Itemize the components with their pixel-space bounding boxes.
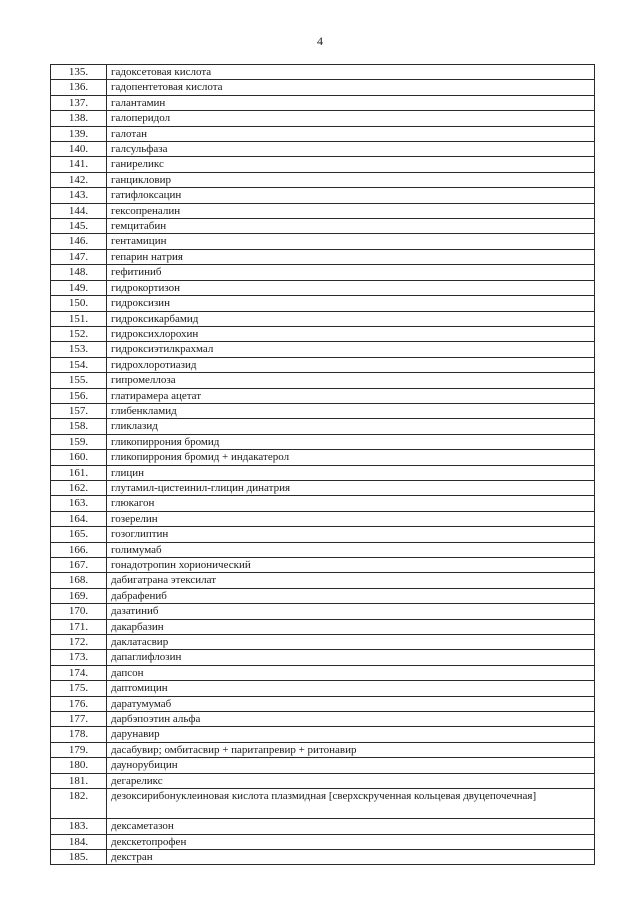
row-number: 184. — [51, 834, 107, 849]
drug-name: дапсон — [107, 665, 595, 680]
row-number: 162. — [51, 480, 107, 495]
table-row — [51, 619, 595, 634]
table-row — [51, 95, 595, 110]
row-number: 138. — [51, 111, 107, 126]
table-row — [51, 450, 595, 465]
table-row — [51, 727, 595, 742]
drug-name: глутамил-цистеинил-глицин динатрия — [107, 480, 595, 495]
row-number: 154. — [51, 357, 107, 372]
table-row — [51, 219, 595, 234]
row-number: 174. — [51, 665, 107, 680]
row-number: 179. — [51, 742, 107, 757]
drug-name: гадопентетовая кислота — [107, 80, 595, 95]
drug-name: дексаметазон — [107, 819, 595, 834]
drug-name: дакарбазин — [107, 619, 595, 634]
drug-name: гатифлоксацин — [107, 188, 595, 203]
row-number: 182. — [51, 789, 107, 819]
drug-name: даклатасвир — [107, 635, 595, 650]
drug-name: даунорубицин — [107, 758, 595, 773]
row-number: 159. — [51, 434, 107, 449]
drug-name: гидроксизин — [107, 296, 595, 311]
drug-name: гентамицин — [107, 234, 595, 249]
row-number: 149. — [51, 280, 107, 295]
table-row — [51, 403, 595, 418]
drug-name: гонадотропин хорионический — [107, 558, 595, 573]
table-row — [51, 203, 595, 218]
table-row — [51, 142, 595, 157]
table-row — [51, 388, 595, 403]
table-row — [51, 480, 595, 495]
table-row — [51, 558, 595, 573]
row-number: 145. — [51, 219, 107, 234]
row-number: 180. — [51, 758, 107, 773]
table-row — [51, 234, 595, 249]
drug-name: дарунавир — [107, 727, 595, 742]
drug-name: гипромеллоза — [107, 373, 595, 388]
table-row — [51, 311, 595, 326]
drug-name: гемцитабин — [107, 219, 595, 234]
row-number: 143. — [51, 188, 107, 203]
table-row — [51, 635, 595, 650]
row-number: 158. — [51, 419, 107, 434]
drug-name: гидроксихлорохин — [107, 326, 595, 341]
table-row — [51, 742, 595, 757]
table-row — [51, 573, 595, 588]
row-number: 161. — [51, 465, 107, 480]
drug-name: дасабувир; омбитасвир + паритапревир + ритонавир — [107, 742, 595, 757]
row-number: 166. — [51, 542, 107, 557]
drug-name: галотан — [107, 126, 595, 141]
table-row — [51, 542, 595, 557]
drug-name: галантамин — [107, 95, 595, 110]
table-row — [51, 758, 595, 773]
row-number: 175. — [51, 681, 107, 696]
row-number: 183. — [51, 819, 107, 834]
drug-name: даратумумаб — [107, 696, 595, 711]
table-row — [51, 65, 595, 80]
row-number: 155. — [51, 373, 107, 388]
row-number: 168. — [51, 573, 107, 588]
row-number: 181. — [51, 773, 107, 788]
drug-name: даптомицин — [107, 681, 595, 696]
table-row — [51, 773, 595, 788]
drug-name: ганиреликс — [107, 157, 595, 172]
drug-name: гефитиниб — [107, 265, 595, 280]
drug-name: глибенкламид — [107, 403, 595, 418]
row-number: 142. — [51, 172, 107, 187]
table-row — [51, 712, 595, 727]
drug-name: гепарин натрия — [107, 249, 595, 264]
table-row — [51, 157, 595, 172]
table-row — [51, 249, 595, 264]
row-number: 148. — [51, 265, 107, 280]
drug-name: дазатиниб — [107, 604, 595, 619]
drug-name: ганцикловир — [107, 172, 595, 187]
drug-name: гидроксикарбамид — [107, 311, 595, 326]
table-row — [51, 434, 595, 449]
drug-name: дарбэпоэтин альфа — [107, 712, 595, 727]
table-row — [51, 280, 595, 295]
table-row — [51, 681, 595, 696]
table-row — [51, 357, 595, 372]
drug-name: декстран — [107, 849, 595, 864]
drug-list-body — [51, 65, 595, 865]
row-number: 144. — [51, 203, 107, 218]
drug-list-table — [50, 64, 595, 865]
table-row — [51, 188, 595, 203]
row-number: 177. — [51, 712, 107, 727]
drug-name: дабрафениб — [107, 588, 595, 603]
row-number: 164. — [51, 511, 107, 526]
table-row — [51, 789, 595, 819]
drug-name: глицин — [107, 465, 595, 480]
drug-name: глюкагон — [107, 496, 595, 511]
table-row — [51, 265, 595, 280]
table-row — [51, 496, 595, 511]
table-row — [51, 465, 595, 480]
row-number: 150. — [51, 296, 107, 311]
row-number: 169. — [51, 588, 107, 603]
row-number: 156. — [51, 388, 107, 403]
row-number: 146. — [51, 234, 107, 249]
table-row — [51, 80, 595, 95]
table-row — [51, 296, 595, 311]
row-number: 165. — [51, 527, 107, 542]
drug-name: дезоксирибонуклеиновая кислота плазмидная [сверхскрученная кольцевая двуцепочечная] — [107, 789, 595, 819]
row-number: 176. — [51, 696, 107, 711]
drug-name: гликопиррония бромид + индакатерол — [107, 450, 595, 465]
table-row — [51, 604, 595, 619]
table-row — [51, 172, 595, 187]
drug-name: гексопреналин — [107, 203, 595, 218]
row-number: 137. — [51, 95, 107, 110]
row-number: 153. — [51, 342, 107, 357]
table-row — [51, 126, 595, 141]
table-row — [51, 342, 595, 357]
drug-name: гликопиррония бромид — [107, 434, 595, 449]
row-number: 185. — [51, 849, 107, 864]
drug-name: гозоглиптин — [107, 527, 595, 542]
row-number: 178. — [51, 727, 107, 742]
row-number: 171. — [51, 619, 107, 634]
drug-name: галсульфаза — [107, 142, 595, 157]
table-row — [51, 111, 595, 126]
drug-name: голимумаб — [107, 542, 595, 557]
table-row — [51, 696, 595, 711]
row-number: 152. — [51, 326, 107, 341]
row-number: 160. — [51, 450, 107, 465]
table-row — [51, 511, 595, 526]
row-number: 157. — [51, 403, 107, 418]
table-row — [51, 373, 595, 388]
row-number: 167. — [51, 558, 107, 573]
row-number: 173. — [51, 650, 107, 665]
drug-name: гликлазид — [107, 419, 595, 434]
drug-name: гидроксиэтилкрахмал — [107, 342, 595, 357]
row-number: 136. — [51, 80, 107, 95]
table-row — [51, 588, 595, 603]
table-row — [51, 326, 595, 341]
drug-name: глатирамера ацетат — [107, 388, 595, 403]
row-number: 170. — [51, 604, 107, 619]
table-row — [51, 419, 595, 434]
table-row — [51, 834, 595, 849]
row-number: 172. — [51, 635, 107, 650]
drug-name: гозерелин — [107, 511, 595, 526]
row-number: 135. — [51, 65, 107, 80]
drug-name: декскетопрофен — [107, 834, 595, 849]
row-number: 141. — [51, 157, 107, 172]
table-row — [51, 650, 595, 665]
table-row — [51, 819, 595, 834]
row-number: 139. — [51, 126, 107, 141]
drug-name: галоперидол — [107, 111, 595, 126]
table-row — [51, 665, 595, 680]
drug-name: дабигатрана этексилат — [107, 573, 595, 588]
drug-name: гидрокортизон — [107, 280, 595, 295]
drug-name: гидрохлоротиазид — [107, 357, 595, 372]
table-row — [51, 527, 595, 542]
drug-name: дапаглифлозин — [107, 650, 595, 665]
drug-name: дегареликс — [107, 773, 595, 788]
row-number: 147. — [51, 249, 107, 264]
table-row — [51, 849, 595, 864]
drug-name: гадоксетовая кислота — [107, 65, 595, 80]
row-number: 140. — [51, 142, 107, 157]
page-number: 4 — [317, 34, 323, 48]
row-number: 151. — [51, 311, 107, 326]
row-number: 163. — [51, 496, 107, 511]
